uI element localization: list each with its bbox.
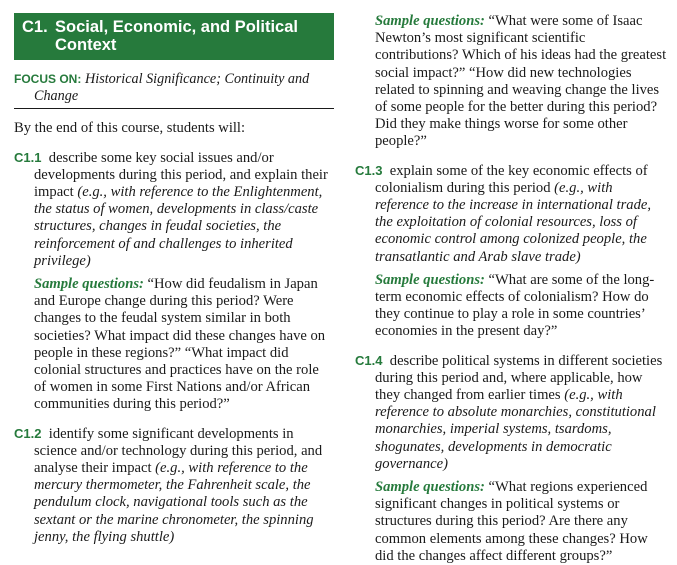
sample-questions-c1-2 xyxy=(375,13,670,151)
sample-questions-label: Sample questions: xyxy=(375,271,485,288)
expectation-examples: (e.g., with reference to absolute monarchies, constitutional monarchies, imperial systems, tsardoms, shogunates, developments in democratic governance) xyxy=(375,387,656,472)
sample-questions-text: “How did feudalism in Japan and Europe change during this period? Were changes to the feudal system similar in both societies? What impact did these changes have on people in these regions?” “What impact did colonial structures and practices have on the role of women in some First Nations and/or African communities during this period?” xyxy=(34,276,326,413)
focus-on xyxy=(14,71,334,109)
expectation-code: C1.2 xyxy=(14,425,42,441)
sample-questions-text: “What are some of the long-term economic effects of colonialism? How do they continue to play a role in some countries’ economies in the present day?” xyxy=(375,271,655,340)
expectation-text: explain some of the key economic effects of colonialism during this period xyxy=(375,162,648,196)
sample-questions-c1-3 xyxy=(375,272,670,341)
section-header xyxy=(14,13,334,60)
expectation-text: identify some significant developments in science and/or technology during this period, and analyse their impact xyxy=(34,425,323,477)
left-column xyxy=(14,13,334,546)
expectation-c1-3 xyxy=(355,162,670,266)
sample-questions-label: Sample questions: xyxy=(34,276,144,293)
section-number: C1. xyxy=(22,18,48,36)
expectation-text: describe political systems in different societies during this period and, where applicable, how they changed from earlier times xyxy=(375,352,663,404)
intro-text: By the end of this course, students will: xyxy=(14,120,246,137)
expectation-examples: (e.g., with reference to the Enlightenment, the status of women, developments in class/caste structures, changes in feudal societies, the reinforcement of and challenges to inherited privilege) xyxy=(34,184,323,269)
expectation-examples: (e.g., with reference to the increase in international trade, the exploitation of colonial resources, loss of economic control among colonized people, the transatlantic and Arab slave trade) xyxy=(375,179,651,265)
section-title: Social, Economic, and Political Context xyxy=(55,18,298,54)
sample-questions-text: “What regions experienced significant changes in political systems or structures during this period? Are there any common elements among these changes? How did the changes affect different groups?” xyxy=(375,479,648,564)
right-column xyxy=(355,13,670,565)
expectation-c1-1 xyxy=(14,149,334,270)
expectation-code: C1.1 xyxy=(14,149,42,165)
sample-questions-text: “What were some of Isaac Newton’s most significant scientific contributions? Which of his ideas had the greatest social impact?” “How did new technologies related to spinning and weaving change the lives of some people for the better during this period? Did they make things worse for some other people?” xyxy=(375,13,667,150)
expectation-examples: (e.g., with reference to the mercury thermometer, the Fahrenheit scale, the pendulum clock, navigational tools such as the sextant or the marine chronometer, the spinning jenny, the flying shuttle) xyxy=(34,460,314,545)
expectation-c1-4 xyxy=(355,352,670,473)
focus-label: FOCUS ON: xyxy=(14,72,82,86)
sample-questions-label: Sample questions: xyxy=(375,479,485,496)
expectation-text: describe some key social issues and/or developments during this period, and explain their impact xyxy=(34,149,328,201)
sample-questions-c1-1 xyxy=(34,276,334,414)
expectation-code: C1.3 xyxy=(355,162,383,178)
expectation-c1-2 xyxy=(14,425,334,546)
expectation-code: C1.4 xyxy=(355,352,383,368)
sample-questions-label: Sample questions: xyxy=(375,13,485,29)
sample-questions-c1-4 xyxy=(375,479,670,565)
focus-value: Historical Significance; Continuity and Change xyxy=(34,71,310,105)
